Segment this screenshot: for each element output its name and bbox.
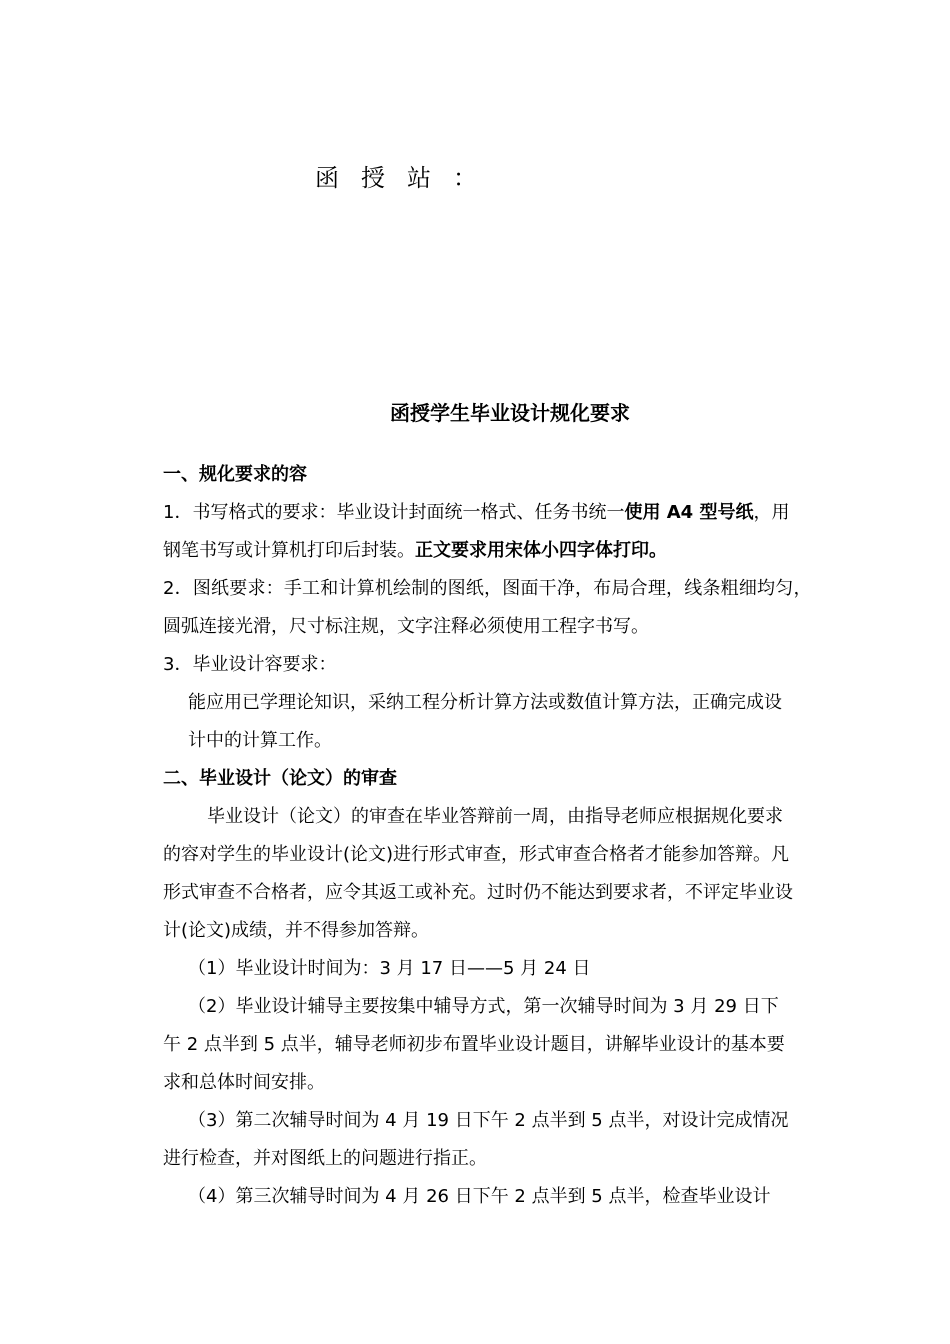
document-title: 函授学生毕业设计规化要求 xyxy=(390,401,630,425)
sub-item-2-line-1: （2）毕业设计辅导主要按集中辅导方式，第一次辅导时间为 3 月 29 日下 xyxy=(188,996,779,1017)
section-heading-review: 二、毕业设计（论文）的审查 xyxy=(163,768,397,789)
sub-item-4-line-1: （4）第三次辅导时间为 4 月 26 日下午 2 点半到 5 点半，检查毕业设计 xyxy=(188,1186,771,1207)
item-3-line-1: 3．毕业设计容要求： xyxy=(163,654,337,675)
paragraph-1-line-1: 毕业设计（论文）的审查在毕业答辩前一周，由指导老师应根据规化要求 xyxy=(207,806,783,827)
item-1-bold-text: 使用 A4 型号纸 xyxy=(624,502,754,523)
paragraph-1-line-4: 计(论文)成绩，并不得参加答辩。 xyxy=(163,920,430,941)
paragraph-1-line-3: 形式审查不合格者，应令其返工或补充。过时仍不能达到要求者，不评定毕业设 xyxy=(163,882,793,903)
section-heading-requirements: 一、规化要求的容 xyxy=(163,464,307,485)
item-2-line-2: 圆弧连接光滑，尺寸标注规，文字注释必须使用工程字书写。 xyxy=(163,616,649,637)
item-1-line-2-text: 钢笔书写或计算机打印后封装。 xyxy=(163,540,415,561)
sub-item-1: （1）毕业设计时间为：3 月 17 日——5 月 24 日 xyxy=(188,958,591,979)
item-1-line-2 xyxy=(163,532,843,570)
item-1-line-1 xyxy=(163,494,843,532)
item-1-text: 1．书写格式的要求：毕业设计封面统一格式、任务书统一 xyxy=(163,502,625,523)
sub-item-2-line-3: 求和总体时间安排。 xyxy=(163,1072,325,1093)
document-body xyxy=(163,456,843,1216)
paragraph-1-line-2: 的容对学生的毕业设计(论文)进行形式审查，形式审查合格者才能参加答辩。凡 xyxy=(163,844,790,865)
sub-item-3-line-1: （3）第二次辅导时间为 4 月 19 日下午 2 点半到 5 点半，对设计完成情况 xyxy=(188,1110,789,1131)
item-1-line-2-bold: 正文要求用宋体小四字体打印。 xyxy=(415,540,667,561)
item-3-line-2: 能应用已学理论知识，采纳工程分析计算方法或数值计算方法，正确完成设 xyxy=(188,692,782,713)
item-1-tail: ，用 xyxy=(753,502,790,523)
item-3-line-3: 计中的计算工作。 xyxy=(188,730,332,751)
item-2-line-1: 2．图纸要求：手工和计算机绘制的图纸，图面干净，布局合理，线条粗细均匀， xyxy=(163,578,812,599)
sub-item-2-line-2: 午 2 点半到 5 点半，辅导老师初步布置毕业设计题目，讲解毕业设计的基本要 xyxy=(163,1034,785,1055)
sub-item-3-line-2: 进行检查，并对图纸上的问题进行指正。 xyxy=(163,1148,487,1169)
correspondence-station-label: 函授站： xyxy=(315,164,499,192)
